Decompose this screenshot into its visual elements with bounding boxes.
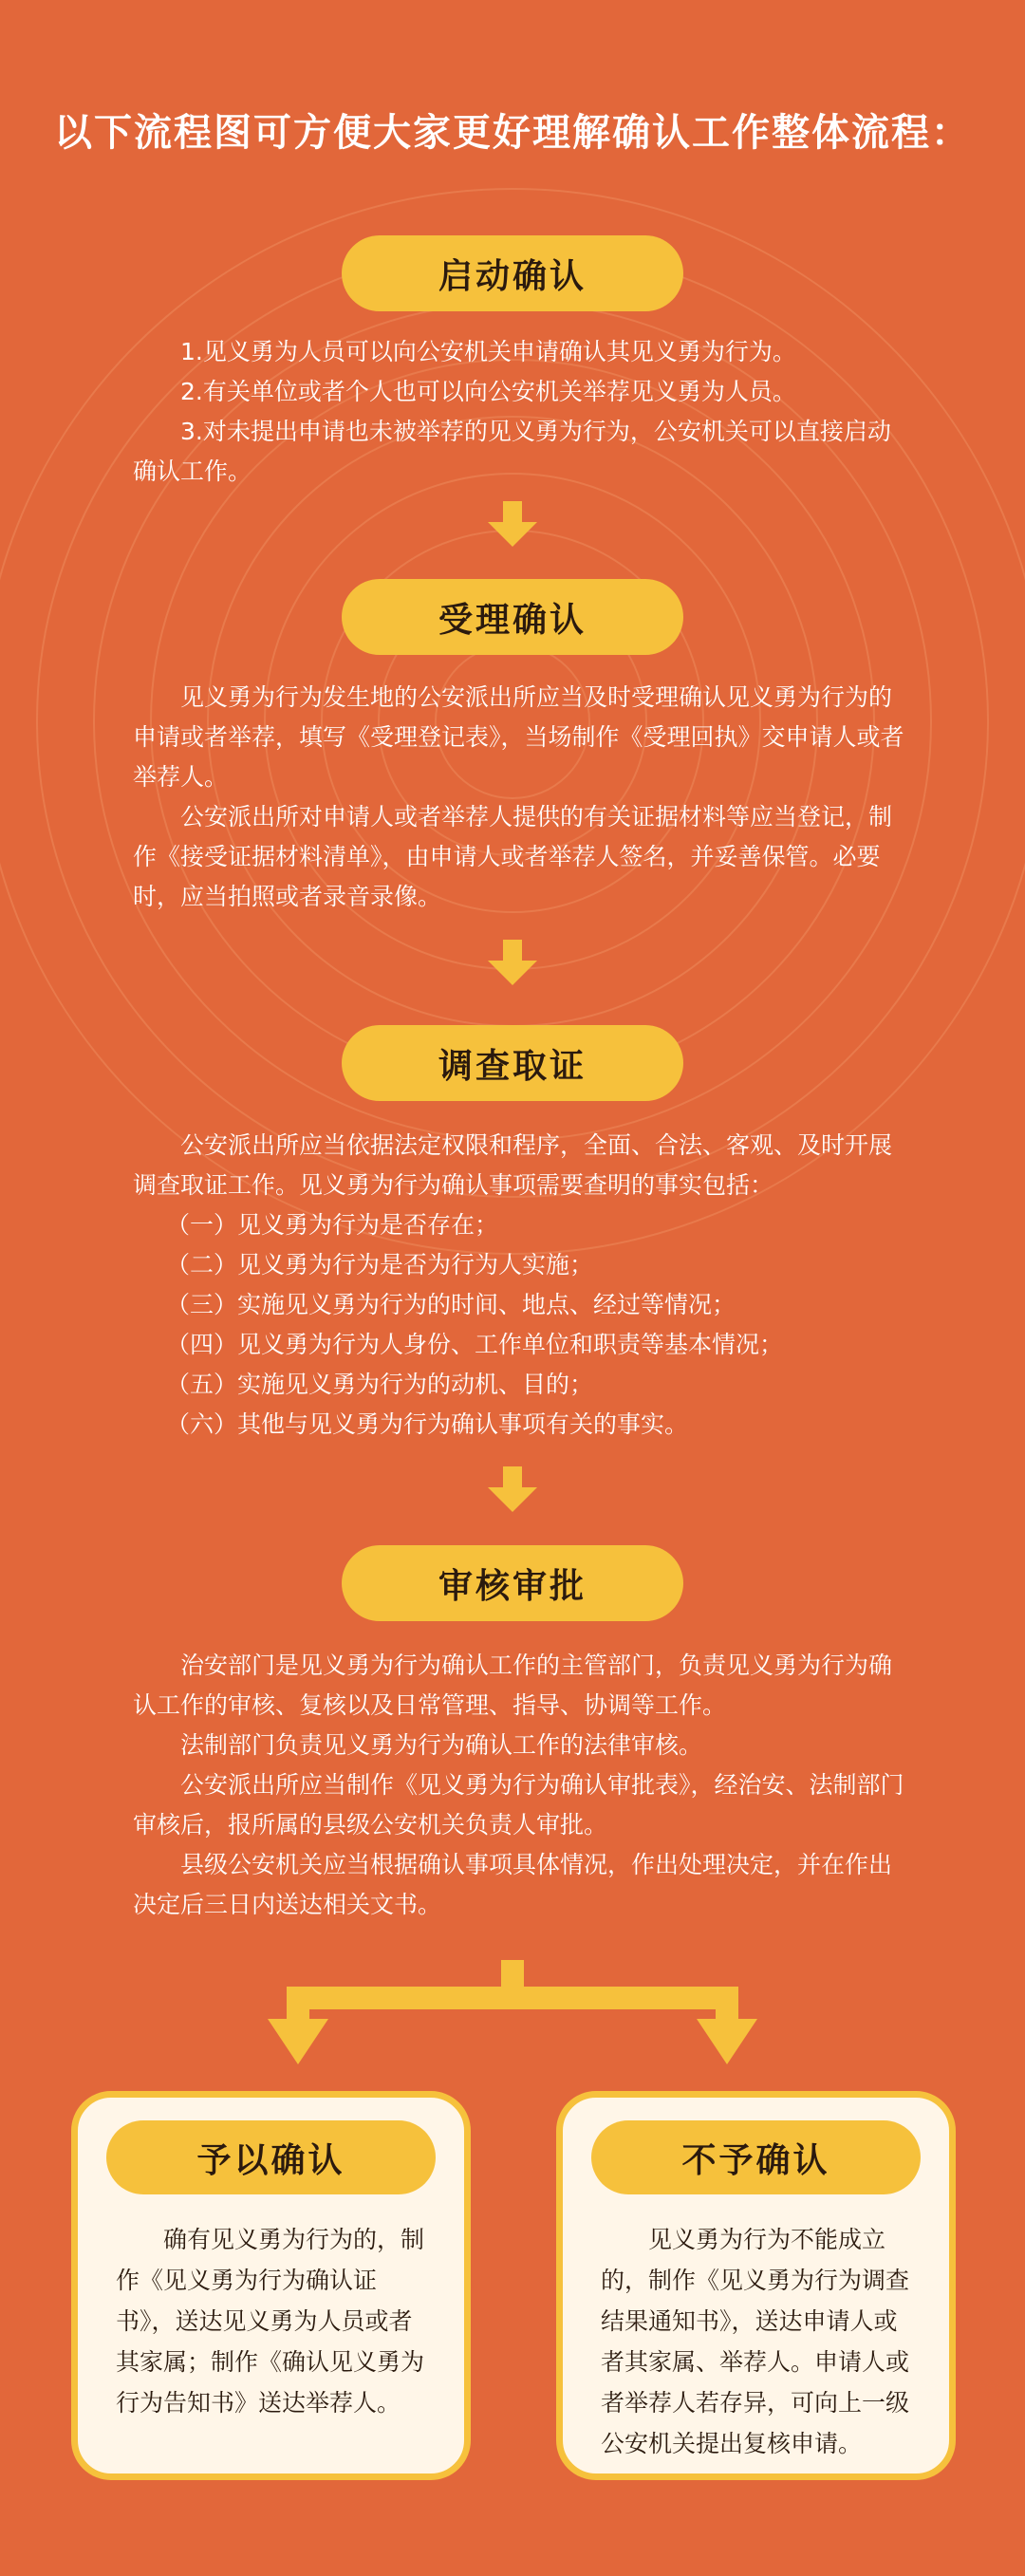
outcome-label-confirm: 予以确认 bbox=[106, 2120, 436, 2194]
step-line: 法制部门负责见义勇为行为确认工作的法律审核。 bbox=[180, 1731, 703, 1759]
step-line: 治安部门是见义勇为行为确认工作的主管部门，负责见义勇为行为确认工作的审核、复核以及日常管理、指导、协调等工作。 bbox=[133, 1652, 893, 1719]
step-label-investigate: 调查取证 bbox=[342, 1025, 683, 1101]
step-intro: 公安派出所应当依据法定权限和程序，全面、合法、客观、及时开展调查取证工作。见义勇为行为确认事项需要查明的事实包括： bbox=[133, 1131, 893, 1199]
page-title: 以下流程图可方便大家更好理解确认工作整体流程： bbox=[54, 111, 971, 155]
step-line: 县级公安机关应当根据确认事项具体情况，作出处理决定，并在作出决定后三日内送达相关文书。 bbox=[133, 1851, 893, 1918]
list-item: （二）见义勇为行为是否为行为人实施； bbox=[166, 1251, 594, 1279]
down-arrow-icon bbox=[486, 501, 539, 547]
list-item: （六）其他与见义勇为行为确认事项有关的事实。 bbox=[166, 1410, 689, 1438]
outcome-label-reject: 不予确认 bbox=[591, 2120, 921, 2194]
step-line: 2.有关单位或者个人也可以向公安机关举荐见义勇为人员。 bbox=[180, 378, 796, 405]
outcome-card-reject bbox=[556, 2091, 956, 2480]
step-label-review: 审核审批 bbox=[342, 1545, 683, 1621]
step-text-accept bbox=[133, 678, 911, 917]
step-text-start bbox=[133, 332, 911, 492]
step-label-start: 启动确认 bbox=[342, 235, 683, 311]
step-line: 3.对未提出申请也未被举荐的见义勇为行为，公安机关可以直接启动确认工作。 bbox=[133, 418, 891, 485]
list-item: （一）见义勇为行为是否存在； bbox=[166, 1211, 499, 1239]
step-label-accept: 受理确认 bbox=[342, 579, 683, 655]
list-item: （三）实施见义勇为行为的时间、地点、经过等情况； bbox=[166, 1291, 736, 1318]
list-item: （四）见义勇为行为人身份、工作单位和职责等基本情况； bbox=[166, 1331, 784, 1358]
step-text-investigate bbox=[133, 1126, 911, 1445]
down-arrow-icon bbox=[486, 1466, 539, 1512]
outcome-text-confirm: 确有见义勇为行为的，制作《见义勇为行为确认证书》，送达见义勇为人员或者其家属；制作《确认见义勇为行为告知书》送达举荐人。 bbox=[116, 2226, 425, 2417]
step-text-review bbox=[133, 1646, 911, 1925]
step-line: 公安派出所对申请人或者举荐人提供的有关证据材料等应当登记，制作《接受证据材料清单》，由申请人或者举荐人签名，并妥善保管。必要时，应当拍照或者录音录像。 bbox=[133, 803, 893, 910]
outcome-card-confirm bbox=[71, 2091, 471, 2480]
step-line: 1.见义勇为人员可以向公安机关申请确认其见义勇为行为。 bbox=[180, 338, 796, 365]
branch-arrow-icon bbox=[237, 1960, 788, 2064]
down-arrow-icon bbox=[486, 940, 539, 985]
outcome-text-reject: 见义勇为行为不能成立的，制作《见义勇为行为调查结果通知书》，送达申请人或者其家属、举荐人。申请人或者举荐人若存异，可向上一级公安机关提出复核申请。 bbox=[601, 2226, 910, 2457]
step-line: 公安派出所应当制作《见义勇为行为确认审批表》，经治安、法制部门审核后，报所属的县级公安机关负责人审批。 bbox=[133, 1771, 904, 1839]
step-line: 见义勇为行为发生地的公安派出所应当及时受理确认见义勇为行为的申请或者举荐，填写《受理登记表》，当场制作《受理回执》交申请人或者举荐人。 bbox=[133, 683, 904, 791]
list-item: （五）实施见义勇为行为的动机、目的； bbox=[166, 1371, 594, 1398]
